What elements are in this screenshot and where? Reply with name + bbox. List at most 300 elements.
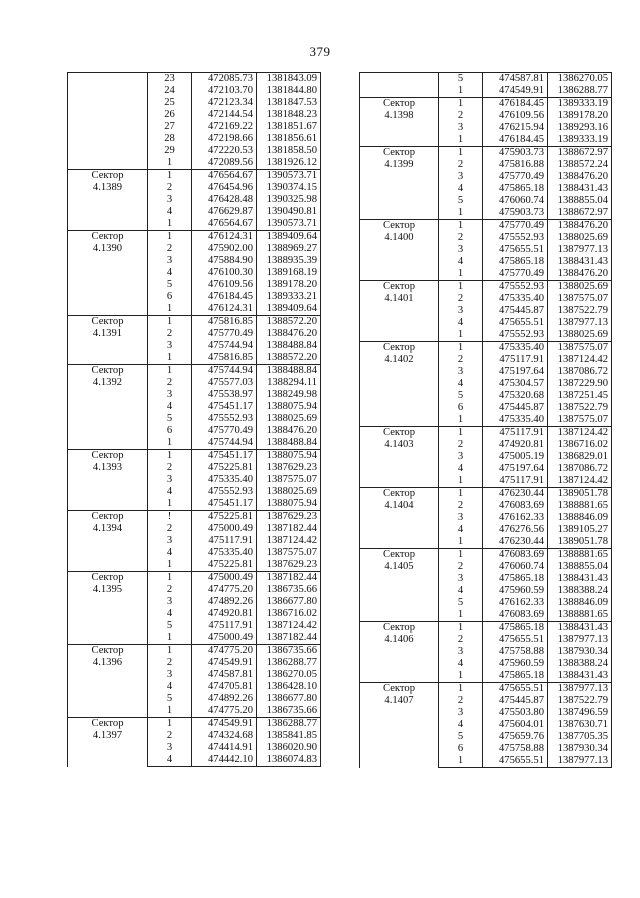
table-row: [68, 231, 321, 244]
point-number: 1: [148, 303, 192, 316]
point-number: 3: [439, 646, 483, 658]
y-coordinate: 1388572.24: [548, 159, 612, 171]
x-coordinate: 475451.17: [192, 401, 257, 413]
x-coordinate: 475659.76: [483, 731, 548, 743]
x-coordinate: 475552.93: [192, 486, 257, 498]
x-coordinate: 475865.18: [483, 256, 548, 268]
point-number: 1: [439, 147, 483, 160]
table-row: [360, 549, 612, 562]
x-coordinate: 475865.18: [483, 622, 548, 635]
sector-name: Сектор 4.1393: [68, 450, 148, 511]
table-row: [360, 342, 612, 355]
point-number: 3: [439, 305, 483, 317]
y-coordinate: 1388025.69: [548, 281, 612, 294]
y-coordinate: 1388572.20: [257, 352, 321, 365]
y-coordinate: 1388476.20: [257, 425, 321, 437]
x-coordinate: 475335.40: [483, 414, 548, 427]
x-coordinate: 474549.91: [192, 718, 257, 731]
x-coordinate: 475445.87: [483, 305, 548, 317]
x-coordinate: 475451.17: [192, 498, 257, 511]
point-number: 1: [439, 342, 483, 355]
point-number: 1: [439, 268, 483, 281]
y-coordinate: 1386716.02: [548, 439, 612, 451]
x-coordinate: 476184.45: [483, 98, 548, 111]
y-coordinate: 1381848.23: [257, 109, 321, 121]
point-number: 2: [148, 328, 192, 340]
point-number: 23: [148, 73, 192, 86]
x-coordinate: 476109.56: [192, 279, 257, 291]
y-coordinate: 1389178.20: [257, 279, 321, 291]
point-number: 1: [439, 281, 483, 294]
y-coordinate: 1388572.20: [257, 316, 321, 329]
x-coordinate: 475960.59: [483, 585, 548, 597]
x-coordinate: 474892.26: [192, 693, 257, 705]
x-coordinate: 475655.51: [483, 683, 548, 696]
y-coordinate: 1386735.66: [257, 645, 321, 658]
point-number: 2: [148, 523, 192, 535]
x-coordinate: 474549.91: [192, 657, 257, 669]
point-number: 1: [148, 231, 192, 244]
point-number: 1: [148, 450, 192, 463]
point-number: 1: [439, 755, 483, 768]
y-coordinate: 1387575.07: [548, 293, 612, 305]
point-number: 2: [439, 110, 483, 122]
x-coordinate: 474705.81: [192, 681, 257, 693]
sector-name: Сектор 4.1407: [360, 683, 439, 768]
x-coordinate: 475744.94: [192, 437, 257, 450]
x-coordinate: 475604.01: [483, 719, 548, 731]
y-coordinate: 1390490.81: [257, 206, 321, 218]
y-coordinate: 1381851.67: [257, 121, 321, 133]
table-row: [360, 98, 612, 111]
y-coordinate: 1389409.64: [257, 303, 321, 316]
y-coordinate: 1388476.20: [548, 171, 612, 183]
point-number: 2: [439, 695, 483, 707]
x-coordinate: 475000.49: [192, 572, 257, 585]
x-coordinate: 472169.22: [192, 121, 257, 133]
x-coordinate: 476162.33: [483, 512, 548, 524]
x-coordinate: 474775.20: [192, 705, 257, 718]
point-number: 1: [148, 718, 192, 731]
point-number: 2: [439, 232, 483, 244]
point-number: 4: [148, 547, 192, 559]
sector-name: Сектор 4.1402: [360, 342, 439, 427]
x-coordinate: 476100.30: [192, 267, 257, 279]
y-coordinate: 1387522.79: [548, 695, 612, 707]
table-row: [68, 718, 321, 731]
point-number: 2: [439, 159, 483, 171]
x-coordinate: 475225.81: [192, 511, 257, 524]
point-number: 3: [439, 244, 483, 256]
x-coordinate: 475770.49: [483, 220, 548, 233]
table-row: [360, 622, 612, 635]
point-number: 4: [148, 681, 192, 693]
point-number: 4: [439, 317, 483, 329]
y-coordinate: 1386735.66: [257, 705, 321, 718]
x-coordinate: 476060.74: [483, 561, 548, 573]
x-coordinate: 474324.68: [192, 730, 257, 742]
y-coordinate: 1386288.77: [257, 657, 321, 669]
point-number: 2: [439, 561, 483, 573]
x-coordinate: 475445.87: [483, 402, 548, 414]
y-coordinate: 1388672.97: [548, 207, 612, 220]
table-row: [360, 73, 612, 86]
point-number: 4: [439, 585, 483, 597]
x-coordinate: 476454.96: [192, 182, 257, 194]
coordinates-table-right: [359, 72, 612, 768]
x-coordinate: 475005.19: [483, 451, 548, 463]
point-number: 4: [439, 183, 483, 195]
y-coordinate: 1388935.39: [257, 255, 321, 267]
point-number: 1: [439, 609, 483, 622]
sector-name: Сектор 4.1405: [360, 549, 439, 622]
y-coordinate: 1387229.90: [548, 378, 612, 390]
point-number: 1: [439, 329, 483, 342]
point-number: 5: [148, 413, 192, 425]
y-coordinate: 1387930.34: [548, 646, 612, 658]
x-coordinate: 475225.81: [192, 559, 257, 572]
table-row: [68, 73, 321, 86]
table-row: [68, 572, 321, 585]
x-coordinate: 475117.91: [192, 535, 257, 547]
x-coordinate: 475744.94: [192, 365, 257, 378]
point-number: 2: [148, 462, 192, 474]
x-coordinate: 476184.45: [192, 291, 257, 303]
x-coordinate: 472144.54: [192, 109, 257, 121]
y-coordinate: 1387182.44: [257, 572, 321, 585]
y-coordinate: 1388025.69: [548, 329, 612, 342]
y-coordinate: 1387977.13: [548, 634, 612, 646]
sector-name: Сектор 4.1398: [360, 98, 439, 147]
point-number: 4: [439, 658, 483, 670]
point-number: 1: [439, 622, 483, 635]
point-number: 2: [439, 439, 483, 451]
x-coordinate: 475770.49: [483, 268, 548, 281]
table-row: [68, 170, 321, 183]
point-number: 5: [439, 73, 483, 86]
x-coordinate: 476276.56: [483, 524, 548, 536]
page-number: 379: [309, 44, 331, 59]
x-coordinate: 476230.44: [483, 536, 548, 549]
point-number: 3: [148, 389, 192, 401]
y-coordinate: 1390325.98: [257, 194, 321, 206]
y-coordinate: 1388488.84: [257, 340, 321, 352]
y-coordinate: 1388075.94: [257, 498, 321, 511]
point-number: 5: [148, 620, 192, 632]
y-coordinate: 1388488.84: [257, 365, 321, 378]
y-coordinate: 1388846.09: [548, 597, 612, 609]
y-coordinate: 1387977.13: [548, 244, 612, 256]
point-number: 4: [148, 206, 192, 218]
y-coordinate: 1387930.34: [548, 743, 612, 755]
point-number: 24: [148, 85, 192, 97]
point-number: 1: [148, 645, 192, 658]
point-number: 4: [439, 463, 483, 475]
y-coordinate: 1388025.69: [257, 486, 321, 498]
x-coordinate: 475335.40: [483, 293, 548, 305]
x-coordinate: 476564.67: [192, 218, 257, 231]
point-number: 5: [439, 597, 483, 609]
y-coordinate: 1388476.20: [548, 268, 612, 281]
y-coordinate: 1388075.94: [257, 450, 321, 463]
x-coordinate: 475304.57: [483, 378, 548, 390]
point-number: 4: [439, 524, 483, 536]
table-row: [360, 488, 612, 501]
y-coordinate: 1381858.50: [257, 145, 321, 157]
point-number: 3: [148, 255, 192, 267]
y-coordinate: 1386270.05: [548, 73, 612, 86]
x-coordinate: 475816.88: [483, 159, 548, 171]
y-coordinate: 1386288.77: [257, 718, 321, 731]
sector-name: Сектор 4.1404: [360, 488, 439, 549]
x-coordinate: 475865.18: [483, 573, 548, 585]
y-coordinate: 1388431.43: [548, 670, 612, 683]
point-number: 29: [148, 145, 192, 157]
point-number: 1: [439, 414, 483, 427]
point-number: 4: [148, 754, 192, 767]
point-number: 4: [439, 256, 483, 268]
x-coordinate: 475117.91: [483, 427, 548, 440]
x-coordinate: 475445.87: [483, 695, 548, 707]
point-number: 4: [439, 378, 483, 390]
x-coordinate: 474587.81: [483, 73, 548, 86]
x-coordinate: 475903.73: [483, 207, 548, 220]
x-coordinate: 475335.40: [192, 547, 257, 559]
point-number: 1: [439, 85, 483, 98]
x-coordinate: 472103.70: [192, 85, 257, 97]
x-coordinate: 475451.17: [192, 450, 257, 463]
point-number: 2: [148, 657, 192, 669]
x-coordinate: 475655.51: [483, 634, 548, 646]
sector-name: Сектор 4.1389: [68, 170, 148, 231]
x-coordinate: 475655.51: [483, 755, 548, 768]
x-coordinate: 475865.18: [483, 670, 548, 683]
sector-name: Сектор 4.1395: [68, 572, 148, 645]
x-coordinate: 475117.91: [483, 475, 548, 488]
x-coordinate: 476162.33: [483, 597, 548, 609]
y-coordinate: 1386677.80: [257, 596, 321, 608]
x-coordinate: 474920.81: [483, 439, 548, 451]
y-coordinate: 1388855.04: [548, 561, 612, 573]
point-number: 1: [148, 352, 192, 365]
point-number: 2: [148, 730, 192, 742]
sector-name: Сектор 4.1392: [68, 365, 148, 450]
point-number: 3: [148, 669, 192, 681]
x-coordinate: 475655.51: [483, 317, 548, 329]
point-number: 5: [439, 390, 483, 402]
x-coordinate: 475225.81: [192, 462, 257, 474]
point-number: 4: [148, 608, 192, 620]
point-number: 1: [439, 488, 483, 501]
point-number: 25: [148, 97, 192, 109]
x-coordinate: 476230.44: [483, 488, 548, 501]
point-number: 4: [148, 401, 192, 413]
x-coordinate: 475770.49: [192, 328, 257, 340]
y-coordinate: 1389333.19: [548, 134, 612, 147]
x-coordinate: 475770.49: [192, 425, 257, 437]
x-coordinate: 476629.87: [192, 206, 257, 218]
x-coordinate: 474414.91: [192, 742, 257, 754]
point-number: 26: [148, 109, 192, 121]
y-coordinate: 1388388.24: [548, 658, 612, 670]
point-number: 1: [439, 670, 483, 683]
point-number: 3: [148, 535, 192, 547]
point-number: 1: [148, 559, 192, 572]
y-coordinate: 1387575.07: [257, 547, 321, 559]
point-number: 3: [148, 474, 192, 486]
y-coordinate: 1381926.12: [257, 157, 321, 170]
sector-name: Сектор 4.1390: [68, 231, 148, 316]
y-coordinate: 1389409.64: [257, 231, 321, 244]
sector-name: Сектор 4.1406: [360, 622, 439, 683]
sector-name: [360, 73, 439, 98]
x-coordinate: 475816.85: [192, 316, 257, 329]
x-coordinate: 474920.81: [192, 608, 257, 620]
y-coordinate: 1386020.90: [257, 742, 321, 754]
x-coordinate: 475000.49: [192, 523, 257, 535]
y-coordinate: 1387522.79: [548, 402, 612, 414]
point-number: 4: [439, 719, 483, 731]
x-coordinate: 475758.88: [483, 743, 548, 755]
y-coordinate: 1387086.72: [548, 463, 612, 475]
x-coordinate: 475960.59: [483, 658, 548, 670]
point-number: 2: [439, 293, 483, 305]
y-coordinate: 1387124.42: [548, 427, 612, 440]
point-number: 3: [439, 122, 483, 134]
y-coordinate: 1387977.13: [548, 317, 612, 329]
point-number: 4: [148, 267, 192, 279]
y-coordinate: 1388881.65: [548, 500, 612, 512]
y-coordinate: 1387496.59: [548, 707, 612, 719]
point-number: 3: [439, 573, 483, 585]
y-coordinate: 1388025.69: [257, 413, 321, 425]
point-number: 2: [148, 182, 192, 194]
x-coordinate: 475117.91: [483, 354, 548, 366]
x-coordinate: 476083.69: [483, 500, 548, 512]
y-coordinate: 1381847.53: [257, 97, 321, 109]
sector-name: [68, 73, 148, 170]
x-coordinate: 475816.85: [192, 352, 257, 365]
y-coordinate: 1386829.01: [548, 451, 612, 463]
sector-name: Сектор 4.1394: [68, 511, 148, 572]
x-coordinate: 476083.69: [483, 609, 548, 622]
point-number: 3: [148, 194, 192, 206]
x-coordinate: 474775.20: [192, 584, 257, 596]
y-coordinate: 1388476.20: [548, 220, 612, 233]
y-coordinate: 1386270.05: [257, 669, 321, 681]
x-coordinate: 475770.49: [483, 171, 548, 183]
y-coordinate: 1388294.11: [257, 377, 321, 389]
point-number: 1: [439, 427, 483, 440]
y-coordinate: 1388488.84: [257, 437, 321, 450]
x-coordinate: 475000.49: [192, 632, 257, 645]
x-coordinate: 472123.34: [192, 97, 257, 109]
y-coordinate: 1388431.43: [548, 256, 612, 268]
point-number: 1: [439, 207, 483, 220]
y-coordinate: 1386428.10: [257, 681, 321, 693]
point-number: 5: [439, 731, 483, 743]
point-number: 27: [148, 121, 192, 133]
point-number: 1: [439, 98, 483, 111]
table-row: [68, 316, 321, 329]
x-coordinate: 475197.64: [483, 366, 548, 378]
y-coordinate: 1390374.15: [257, 182, 321, 194]
point-number: 5: [148, 279, 192, 291]
x-coordinate: 476215.94: [483, 122, 548, 134]
y-coordinate: 1381844.80: [257, 85, 321, 97]
x-coordinate: 474549.91: [483, 85, 548, 98]
y-coordinate: 1387575.07: [257, 474, 321, 486]
sector-name: Сектор 4.1400: [360, 220, 439, 281]
table-row: [68, 365, 321, 378]
x-coordinate: 474892.26: [192, 596, 257, 608]
point-number: 6: [439, 743, 483, 755]
sector-name: Сектор 4.1399: [360, 147, 439, 220]
x-coordinate: 476124.31: [192, 231, 257, 244]
point-number: 6: [439, 402, 483, 414]
x-coordinate: 474587.81: [192, 669, 257, 681]
y-coordinate: 1388075.94: [257, 401, 321, 413]
point-number: 2: [148, 584, 192, 596]
point-number: 3: [439, 707, 483, 719]
y-coordinate: 1388672.97: [548, 147, 612, 160]
x-coordinate: 475552.93: [192, 413, 257, 425]
y-coordinate: 1385841.85: [257, 730, 321, 742]
y-coordinate: 1387124.42: [548, 354, 612, 366]
point-number: 1: [148, 572, 192, 585]
point-number: 2: [439, 500, 483, 512]
point-number: 1: [148, 705, 192, 718]
x-coordinate: 475744.94: [192, 340, 257, 352]
point-number: 2: [439, 354, 483, 366]
point-number: 3: [148, 340, 192, 352]
table-row: [360, 683, 612, 696]
point-number: 1: [148, 437, 192, 450]
x-coordinate: 476184.45: [483, 134, 548, 147]
y-coordinate: 1387124.42: [257, 535, 321, 547]
x-coordinate: 472089.56: [192, 157, 257, 170]
point-number: 2: [439, 634, 483, 646]
y-coordinate: 1386735.66: [257, 584, 321, 596]
x-coordinate: 472198.66: [192, 133, 257, 145]
table-row: [360, 281, 612, 294]
x-coordinate: 476083.69: [483, 549, 548, 562]
x-coordinate: 475884.90: [192, 255, 257, 267]
y-coordinate: 1387575.07: [548, 342, 612, 355]
point-number: 3: [439, 451, 483, 463]
point-number: 3: [148, 596, 192, 608]
point-number: 1: [148, 157, 192, 170]
x-coordinate: 476124.31: [192, 303, 257, 316]
x-coordinate: 475552.93: [483, 329, 548, 342]
point-number: 1: [148, 365, 192, 378]
point-number: 28: [148, 133, 192, 145]
point-number: 5: [148, 693, 192, 705]
y-coordinate: 1387522.79: [548, 305, 612, 317]
y-coordinate: 1388881.65: [548, 609, 612, 622]
y-coordinate: 1389168.19: [257, 267, 321, 279]
y-coordinate: 1387575.07: [548, 414, 612, 427]
sector-name: Сектор 4.1401: [360, 281, 439, 342]
y-coordinate: 1388431.43: [548, 183, 612, 195]
point-number: 3: [439, 512, 483, 524]
y-coordinate: 1388249.98: [257, 389, 321, 401]
y-coordinate: 1388388.24: [548, 585, 612, 597]
y-coordinate: 1386677.80: [257, 693, 321, 705]
x-coordinate: 475538.97: [192, 389, 257, 401]
y-coordinate: 1388855.04: [548, 195, 612, 207]
point-number: 1: [148, 498, 192, 511]
